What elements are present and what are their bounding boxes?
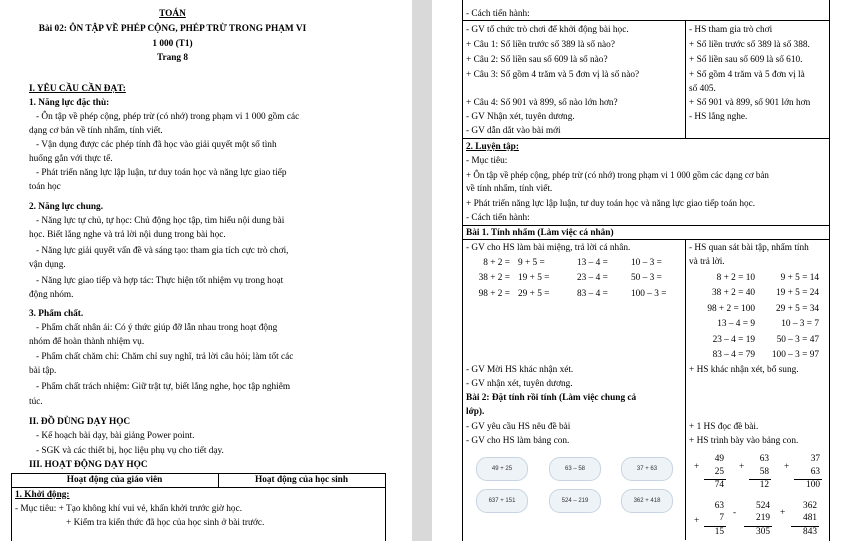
heading-general-competence: 2. Năng lực chung. [29, 202, 104, 212]
text-line: - GV Nhận xét, tuyên dương. [466, 112, 575, 122]
text-line: - GV dẫn dắt vào bài mới [466, 126, 561, 136]
answer-cell: 98 + 2 = 100 [707, 304, 755, 314]
answer-cell: 29 + 5 = 34 [775, 304, 819, 314]
text-line: + Số liền sau số 609 là số 610. [689, 55, 803, 65]
text-line: + Phát triển năng lực lập luận, tư duy toán học và năng lực giao tiếp toán học. [466, 199, 756, 209]
text-line: vận dụng. [29, 260, 66, 270]
text-line: + HS trình bày vào bảng con. [689, 436, 799, 446]
text-line: + Câu 1: Số liền trước số 389 là số nào? [466, 40, 615, 50]
result: 305 [756, 527, 770, 537]
operator: + [784, 462, 790, 472]
table-header-teacher: Hoạt động của giáo viên [66, 475, 163, 485]
page-gutter [412, 0, 432, 541]
answer-cell: 83 – 4 = 79 [712, 350, 755, 360]
text-line: huống gắn với thực tế. [29, 154, 113, 164]
operand: 58 [759, 467, 769, 477]
section-materials: II. ĐỒ DÙNG DẠY HỌC [29, 417, 131, 427]
text-line: - Phát triển năng lực lập luận, tư duy toán học và năng lực giao tiếp [36, 168, 287, 178]
right-page [432, 0, 844, 541]
operand: 7 [719, 513, 724, 523]
text-line: - GV cho HS làm bảng con. [466, 436, 570, 446]
text-line: - Phẩm chất nhân ái: Có ý thức giúp đỡ lẫn nhau trong hoạt động [36, 323, 278, 333]
problem-card: 524 – 219 [549, 489, 601, 513]
text-line: lớp). [466, 407, 485, 417]
operand: 63 [714, 501, 724, 511]
problem-card: 37 + 63 [621, 457, 673, 481]
text-line: toán học [29, 182, 61, 192]
text-line: - GV Mời HS khác nhận xét. [466, 365, 574, 375]
text-line: - Mục tiêu: [466, 156, 508, 166]
text-line: + Kiểm tra kiến thức đã học của học sinh ở bài trước. [66, 518, 265, 528]
result: 15 [714, 527, 724, 537]
result: 12 [759, 480, 769, 490]
answer-cell: 9 + 5 = 14 [780, 273, 819, 283]
answer-cell: 50 – 3 = 47 [776, 335, 819, 345]
operator: - [733, 508, 737, 518]
answer-cell: 13 – 4 = 9 [717, 319, 755, 329]
question-cell: 98 + 2 = [478, 289, 510, 299]
text-line: + Số liền trước số 389 là số 388. [689, 40, 810, 50]
heading-qualities: 3. Phẩm chất. [29, 309, 84, 319]
lesson-range: 1 000 (T1) [152, 39, 193, 49]
operator: + [780, 508, 786, 518]
operand: 63 [759, 454, 769, 464]
text-line: + HS khác nhận xét, bổ sung. [689, 365, 799, 375]
exercise-2-title: Bài 2: Đặt tính rồi tính (Làm việc chung cả [466, 393, 637, 403]
text-line: - Năng lực tự chủ, tự học: Chủ động học tập, tìm hiểu nội dung bài [36, 216, 285, 226]
lesson-title: Bài 02: ÔN TẬP VỀ PHÉP CỘNG, PHÉP TRỪ TRONG PHẠM VI [38, 24, 307, 34]
result: 74 [714, 480, 724, 490]
text-line: + Câu 3: Số gồm 4 trăm và 5 đơn vị là số nào? [466, 70, 640, 80]
text-line: bài tập. [29, 366, 57, 376]
text-line: - Năng lực giải quyết vấn đề và sáng tạo: tham gia tích cực trò chơi, [36, 246, 289, 256]
question-cell: 50 – 3 = [631, 273, 662, 283]
section-activities: III. HOẠT ĐỘNG DẠY HỌC [29, 460, 148, 470]
question-cell: 8 + 2 = [483, 258, 510, 268]
text-line: - Cách tiến hành: [466, 9, 530, 19]
text-line: số 405. [689, 84, 716, 94]
exercise-1-title: Bài 1. Tính nhẩm (Làm việc cá nhân) [466, 228, 614, 238]
text-line: + Số 901 và 899, số 901 lớn hơn [689, 98, 811, 108]
text-line: + 1 HS đọc đề bài. [689, 422, 759, 432]
result: 100 [806, 480, 820, 490]
result: 843 [803, 527, 817, 537]
text-line: - HS quan sát bài tập, nhẩm tính [689, 243, 809, 253]
text-line: và trả lời. [689, 257, 725, 267]
operand: 219 [756, 513, 770, 523]
text-line: về tính nhẩm, tính viết. [466, 184, 553, 194]
heading-warmup: 1. Khởi động: [15, 490, 70, 500]
text-line: - GV nhận xét, tuyên dương. [466, 379, 573, 389]
problem-card: 637 + 151 [476, 489, 528, 513]
operator: + [694, 462, 700, 472]
text-line: + Câu 2: Số liền sau số 609 là số nào? [466, 55, 608, 65]
text-line: nhóm để hoàn thành nhiệm vụ. [29, 337, 145, 347]
text-line: - Năng lực giao tiếp và hợp tác: Thực hiện tốt nhiệm vụ trong hoạt [36, 276, 284, 286]
text-line: - Kế hoạch bài dạy, bài giảng Power point. [36, 431, 195, 441]
question-cell: 38 + 2 = [478, 273, 510, 283]
text-line: - HS tham gia trò chơi [689, 25, 773, 35]
table-header-student: Hoạt động của học sinh [255, 475, 348, 485]
text-line: - GV tổ chức trò chơi để khởi động bài học. [466, 25, 629, 35]
problem-card: 362 + 418 [621, 489, 673, 513]
question-cell: 83 – 4 = [577, 289, 608, 299]
text-line: - GV cho HS làm bài miệng, trả lời cá nhân. [466, 243, 631, 253]
subject-title: TOÁN [159, 9, 186, 19]
text-line: - SGK và các thiết bị, học liệu phụ vụ cho tiết dạy. [36, 446, 224, 456]
operand: 524 [756, 501, 770, 511]
text-line: - Phẩm chất trách nhiệm: Giữ trật tự, biết lắng nghe, học tập nghiêm [36, 382, 291, 392]
operator: + [694, 516, 700, 526]
question-cell: 29 + 5 = [518, 289, 550, 299]
left-page [0, 0, 412, 541]
question-cell: 9 + 5 = [518, 258, 545, 268]
answer-cell: 10 – 3 = 7 [781, 319, 819, 329]
operand: 362 [803, 501, 817, 511]
operand: 63 [810, 467, 820, 477]
text-line: túc. [29, 397, 43, 407]
text-line: - Cách tiến hành: [466, 213, 530, 223]
operand: 49 [714, 454, 724, 464]
question-cell: 13 – 4 = [577, 258, 608, 268]
problem-card: 63 – 58 [549, 457, 601, 481]
question-cell: 10 – 3 = [631, 258, 662, 268]
heading-specific-competence: 1. Năng lực đặc thù: [29, 98, 110, 108]
text-line: - GV yêu cầu HS nêu đề bài [466, 422, 571, 432]
text-line: - HS lắng nghe. [689, 112, 748, 122]
text-line: - Phẩm chất chăm chỉ: Chăm chỉ suy nghĩ, trả lời câu hỏi; làm tốt các [36, 352, 294, 362]
question-cell: 23 – 4 = [577, 273, 608, 283]
operator: + [739, 462, 745, 472]
text-line: + Câu 4: Số 901 và 899, số nào lớn hơn? [466, 98, 618, 108]
answer-cell: 23 – 4 = 19 [712, 335, 755, 345]
heading-practice: 2. Luyện tập: [466, 142, 519, 152]
answer-cell: 19 + 5 = 24 [775, 288, 819, 298]
answer-cell: 100 – 3 = 97 [771, 350, 819, 360]
text-line: động nhóm. [29, 290, 74, 300]
text-line: - Ôn tập về phép cộng, phép trừ (có nhớ) trong phạm vi 1 000 gồm các [36, 112, 300, 122]
question-cell: 19 + 5 = [518, 273, 550, 283]
section-requirements: I. YÊU CẦU CẦN ĐẠT: [29, 84, 126, 94]
answer-cell: 8 + 2 = 10 [716, 273, 755, 283]
problem-card: 49 + 25 [476, 457, 528, 481]
text-line: - Mục tiêu: + Tạo không khí vui vẻ, khấn khởi trước giờ học. [15, 504, 243, 514]
text-line: - Vận dụng được các phép tính đã học vào giải quyết một số tình [36, 140, 277, 150]
question-cell: 100 – 3 = [631, 289, 667, 299]
operand: 481 [803, 513, 817, 523]
operand: 37 [810, 454, 820, 464]
text-line: + Ôn tập về phép cộng, phép trừ (có nhớ) trong phạm vi 1 000 gồm các dạng cơ bản [466, 170, 769, 180]
operand: 25 [714, 467, 724, 477]
text-line: + Số gồm 4 trăm và 5 đơn vị là [689, 70, 805, 80]
text-line: học. Biết lắng nghe và trả lời nội dung trong bài học. [29, 230, 226, 240]
answer-cell: 38 + 2 = 40 [711, 288, 755, 298]
page-ref: Trang 8 [156, 53, 189, 63]
text-line: dạng cơ bản về tính nhẩm, tính viết. [29, 126, 163, 136]
